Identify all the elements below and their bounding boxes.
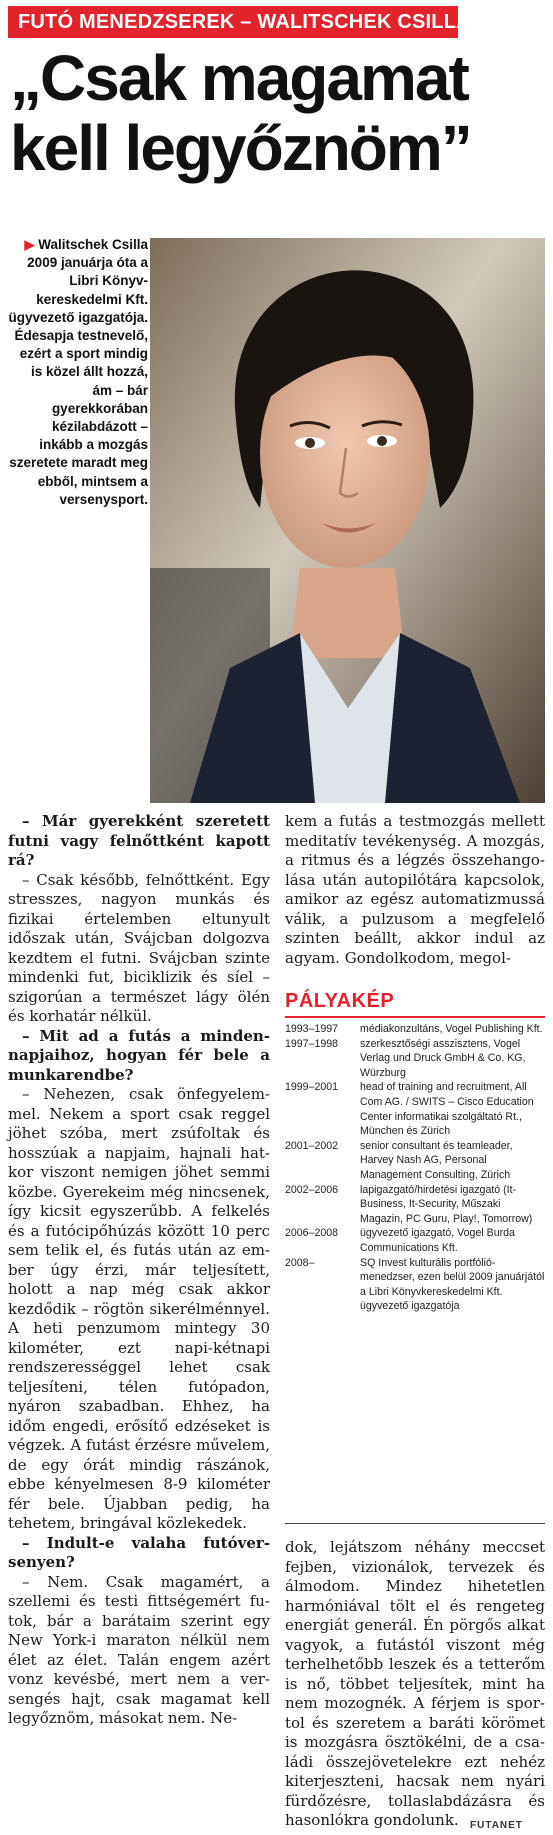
career-row: [285, 1080, 545, 1138]
career-row: [285, 1183, 545, 1227]
article-column-right-bottom: [285, 1538, 545, 1831]
career-box-bottom-rule: [285, 1523, 545, 1524]
source-credit: FUTANET: [470, 1820, 523, 1831]
career-role: senior consultant és teamleader, Harvey Nash AG, Personal Management Consulting, Zürich: [360, 1139, 513, 1181]
headline-line-1: „Csak magamat: [10, 42, 468, 114]
interview-question: – Már gyerekként szeretett futni vagy felnőttként kapott rá?: [8, 812, 270, 869]
career-row: [285, 1022, 545, 1037]
career-role: médiakonzultáns, Vogel Publishing Kft.: [360, 1023, 543, 1035]
portrait-photo: [150, 238, 545, 803]
career-years: 1997–1998: [285, 1037, 339, 1050]
section-kicker: FUTÓ MENEDZSEREK – WALITSCHEK CSILLA: [8, 6, 458, 38]
intro-text: Walitschek Csilla 2009 januárja óta a Libri Könyvkereskedelmi Kft. ügyvezető igazgatója. Édesapja testnevelő, ezért a sport mindig is közel állt hozzá, ám – bár gyerekkorában kézilabdázott – inkább a mozgás szeretete maradt meg ebből, mintsem a versenysport.: [8, 237, 148, 507]
interview-answer: – Nem. Csak magamért, a szellemi és testi fittségemért futok, bár a barátaim szerint egy New York-i maraton nélkül nem élet az élet. Talán engem azért vonz kevésbé, mert nem a versengés hajt, csak magamat kell legyőznöm, másokat nem. Ne-: [8, 1572, 270, 1727]
career-years: 2001–2002: [285, 1139, 339, 1152]
interview-question: – Mit ad a futás a mindennapjaihoz, hogyan fér bele a munkarendbe?: [8, 1026, 270, 1084]
article-column-right-top: [285, 812, 545, 968]
career-years: 2006–2008: [285, 1227, 339, 1240]
career-role: szerkesztőségi asszisztens, Vogel Verlag und Druck GmbH & Co. KG, Würzburg: [360, 1037, 526, 1079]
interview-question: – Indult-e valaha futóversenyen?: [8, 1533, 270, 1571]
article-column-left: [8, 812, 270, 1729]
interview-answer: – Csak később, felnőttként. Egy stresszes, nagyon munkás és fizikai értelemben eltunyult időszak után, Svájcban dolgozva kezdtem el futni. Svájcban szinte mindenki fut, biciklizik és síel – szigorúan a természet lágy ölén és korhatár nélkül.: [8, 870, 270, 1025]
career-years: 2008–: [285, 1256, 315, 1269]
career-role: lapigazgató/hirdetési igazgató (It-Business, It-Security, Műszaki Magazin, PC Guru, Play!, Tomorrow): [360, 1183, 533, 1225]
triangle-bullet-icon: ▶: [24, 237, 35, 252]
career-box: [285, 1022, 545, 1314]
career-row: [285, 1037, 545, 1081]
career-role: ügyvezető igazgató, Vogel Burda Communications Kft.: [360, 1227, 515, 1254]
career-row: [285, 1139, 545, 1183]
career-role: head of training and recruitment, All Com AG. / SWITS – Cisco Education Center informatikai szolgáltató Rt., München és Zürich: [360, 1081, 534, 1138]
interview-answer: – Nehezen, csak önfegyelemmel. Nekem a sport csak reggel jöhet szóba, mert zsúfoltak és hosszúak a napjaim, hajnali hatkor viszont nemigen jöhet semmi közbe. Gyerekeim még nincsenek, így kicsit egyszerűbb. A felkelés és a futócipőhúzás között 10 perc sem telik el, és futás után az ember úgy érzi, már teljesített, holott a nap még csak akkor kezdődik – rögtön sikerélménnyel. A heti penzumom mintegy 30 kilométer, ezt napi-kétnapi rendszerességgel lehet csak teljesíteni, télen futópadon, nyáron szabadban. Ehhez, ha időm engedi, erősítő edzéseket is végzek. A futást érzésre művelem, de egy órát mindig rászánok, ebbe kényelmesen 8-9 kilométer fér bele. Újabban pedig, ha tehetem, bringával közlekedek.: [8, 1085, 270, 1532]
article-paragraph: dok, lejátszom néhány meccset fejben, vizionálok, tervezek és álmodom. Mindez hihetetlen harmóniával tölt el és rengeteg energiát generál. Én pörgős alkat vagyok, a futástól viszont még terhelhetőbb leszek és a tetterőm is nő, többet teljesítek, mint ha nem mozognék. A férjem is sportol és szeretem a baráti körömet is mozgásra ösztökélni, de a családi összejövetelekre ezt nehéz kiterjeszteni, hacsak nem nyári fürdőzésre, tollaslabdázásra és hasonlókra gondolunk.: [285, 1538, 545, 1829]
headline-line-2: kell legyőznöm”: [10, 112, 471, 184]
career-row: [285, 1226, 545, 1255]
career-years: 1999–2001: [285, 1081, 339, 1094]
career-years: 1993–1997: [285, 1023, 339, 1035]
career-box-title: PÁLYAKÉP: [285, 990, 395, 1012]
career-divider: [285, 1016, 545, 1018]
career-role: SQ Invest kulturális portfóliómenedzser, ezen belül 2009 januárjától a Libri Könyvkereskedelmi Kft. ügyvezető igazgatója: [360, 1256, 545, 1313]
career-years: 2002–2006: [285, 1183, 339, 1196]
career-row: [285, 1256, 545, 1314]
article-paragraph: kem a futás a testmozgás mellett meditatív tevékenység. A mozgás, a ritmus és a légzés összehangolása után autopilótára kapcsolok, amikor az egész automatizmussá válik, a pulzusom a megfelelő szinten beállt, akkor indul az agyam. Gondolkodom, megol-: [285, 812, 545, 967]
intro-lead: [8, 236, 148, 509]
